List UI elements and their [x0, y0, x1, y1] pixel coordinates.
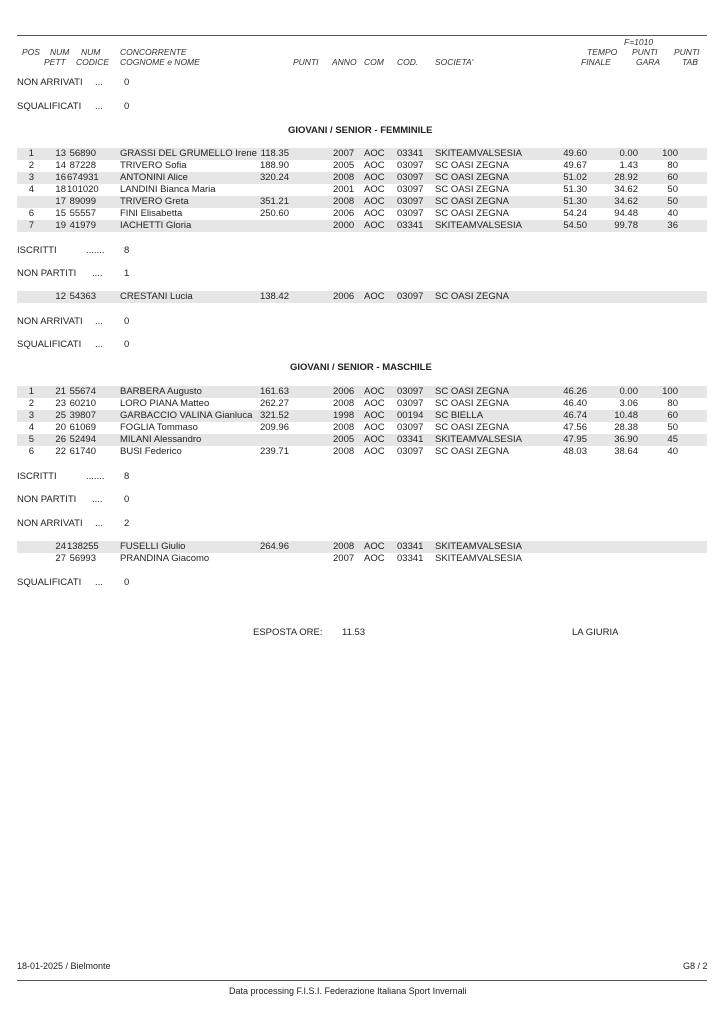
- cell-punti: 138.42: [259, 291, 289, 302]
- cell-code: 87228: [69, 160, 96, 171]
- table-row: [17, 160, 707, 172]
- cell-soc: SC OASI ZEGNA: [435, 386, 509, 397]
- header-top-rule: [17, 35, 707, 36]
- cell-cod: 03341: [397, 220, 424, 231]
- cell-gara: 1.43: [619, 160, 638, 171]
- cell-pos: 4: [28, 422, 34, 433]
- cell-com: AOC: [364, 553, 385, 564]
- cell-tab: 40: [667, 446, 678, 457]
- cell-tab: 80: [667, 398, 678, 409]
- cell-name: LORO PIANA Matteo: [120, 398, 210, 409]
- cell-anno: 2001: [333, 184, 355, 195]
- cell-com: AOC: [364, 184, 385, 195]
- cell-com: AOC: [364, 434, 385, 445]
- cell-punti: 188.90: [259, 160, 289, 171]
- col-gara-1: PUNTI: [632, 47, 658, 57]
- cell-com: AOC: [364, 446, 385, 457]
- cell-soc: SC BIELLA: [435, 410, 484, 421]
- cell-soc: SKITEAMVALSESIA: [435, 553, 522, 564]
- stat-dots: ...: [95, 339, 103, 350]
- cell-tab: 100: [662, 386, 678, 397]
- col-anno: ANNO: [332, 57, 357, 67]
- cell-anno: 2008: [333, 196, 355, 207]
- cell-punti: 209.96: [259, 422, 289, 433]
- cell-name: PRANDINA Giacomo: [120, 553, 210, 564]
- cell-punti: 239.71: [259, 446, 289, 457]
- stat-label: ISCRITTI: [17, 245, 57, 256]
- cell-tempo: 51.02: [563, 172, 587, 183]
- cell-code: 56993: [69, 553, 96, 564]
- cell-anno: 1998: [333, 410, 355, 421]
- cell-gara: 94.48: [614, 208, 638, 219]
- cell-com: AOC: [364, 160, 385, 171]
- stat-label: SQUALIFICATI: [17, 101, 82, 112]
- cell-cod: 03097: [397, 208, 424, 219]
- cell-tab: 60: [667, 172, 678, 183]
- cell-pos: 5: [28, 434, 34, 445]
- cell-tempo: 51.30: [563, 184, 587, 195]
- cell-code: 89099: [69, 196, 96, 207]
- stat-value: 1: [124, 268, 130, 279]
- cell-anno: 2006: [333, 208, 355, 219]
- cell-pett: 24: [55, 541, 66, 552]
- col-tempo-2: FINALE: [581, 57, 611, 67]
- esposta-time: 11.53: [342, 627, 366, 638]
- cell-tempo: 47.56: [563, 422, 587, 433]
- cell-cod: 03097: [397, 172, 424, 183]
- cell-cod: 03097: [397, 160, 424, 171]
- section-title-maschile: GIOVANI / SENIOR - MASCHILE: [290, 362, 432, 373]
- cell-anno: 2007: [333, 553, 355, 564]
- stat-value: 0: [124, 101, 130, 112]
- cell-anno: 2007: [333, 148, 355, 159]
- stat-value: 0: [124, 316, 130, 327]
- cell-gara: 3.06: [619, 398, 638, 409]
- cell-soc: SKITEAMVALSESIA: [435, 434, 522, 445]
- cell-cod: 03097: [397, 196, 424, 207]
- stat-label: NON ARRIVATI: [17, 518, 83, 529]
- cell-punti: 264.96: [259, 541, 289, 552]
- cell-pett: 21: [55, 386, 66, 397]
- cell-pos: 3: [28, 172, 34, 183]
- cell-tempo: 51.30: [563, 196, 587, 207]
- cell-tab: 80: [667, 160, 678, 171]
- cell-gara: 34.62: [614, 196, 638, 207]
- cell-cod: 03097: [397, 446, 424, 457]
- footer-credit: Data processing F.I.S.I. Federazione Italiana Sport Invernali: [229, 986, 467, 996]
- stat-value: 0: [124, 77, 130, 88]
- cell-tempo: 48.03: [563, 446, 587, 457]
- cell-anno: 2008: [333, 446, 355, 457]
- cell-name: GARBACCIO VALINA Gianluca: [120, 410, 253, 421]
- col-pos: POS: [22, 47, 40, 57]
- cell-tempo: 46.26: [563, 386, 587, 397]
- table-row: [17, 196, 707, 208]
- stat-value: 2: [124, 518, 130, 529]
- cell-punti: 250.60: [259, 208, 289, 219]
- cell-punti: 262.27: [259, 398, 289, 409]
- col-concorrente-2: COGNOME e NOME: [120, 57, 200, 67]
- cell-pett: 20: [55, 422, 66, 433]
- cell-pos: 3: [28, 410, 34, 421]
- stat-label: SQUALIFICATI: [17, 577, 82, 588]
- cell-soc: SKITEAMVALSESIA: [435, 220, 522, 231]
- cell-anno: 2005: [333, 434, 355, 445]
- cell-tab: 50: [667, 196, 678, 207]
- cell-pett: 17: [55, 196, 66, 207]
- cell-com: AOC: [364, 172, 385, 183]
- stat-value: 0: [124, 339, 130, 350]
- cell-pos: 6: [28, 446, 34, 457]
- cell-com: AOC: [364, 148, 385, 159]
- cell-gara: 38.64: [614, 446, 638, 457]
- cell-name: CRESTANI Lucia: [120, 291, 193, 302]
- table-row: [17, 208, 707, 220]
- stat-dots: ...: [95, 518, 103, 529]
- table-row: [17, 541, 707, 553]
- cell-anno: 2000: [333, 220, 355, 231]
- cell-code: 674931: [67, 172, 99, 183]
- cell-soc: SC OASI ZEGNA: [435, 422, 509, 433]
- table-row: [17, 446, 707, 458]
- cell-tempo: 47.95: [563, 434, 587, 445]
- cell-tempo: 49.60: [563, 148, 587, 159]
- cell-name: TRIVERO Sofia: [120, 160, 187, 171]
- cell-com: AOC: [364, 386, 385, 397]
- cell-gara: 10.48: [614, 410, 638, 421]
- stat-dots: .......: [86, 471, 105, 482]
- cell-code: 61740: [69, 446, 96, 457]
- cell-punti: 320.24: [259, 172, 289, 183]
- cell-code: 138255: [67, 541, 99, 552]
- cell-tab: 60: [667, 410, 678, 421]
- cell-punti: 351.21: [259, 196, 289, 207]
- cell-soc: SC OASI ZEGNA: [435, 446, 509, 457]
- cell-code: 55557: [69, 208, 96, 219]
- col-punti: PUNTI: [293, 57, 319, 67]
- cell-soc: SC OASI ZEGNA: [435, 172, 509, 183]
- cell-pos: 7: [28, 220, 34, 231]
- table-row: [17, 148, 707, 160]
- cell-name: FOGLIA Tommaso: [120, 422, 198, 433]
- stat-value: 0: [124, 577, 130, 588]
- cell-com: AOC: [364, 410, 385, 421]
- cell-tab: 36: [667, 220, 678, 231]
- cell-anno: 2006: [333, 291, 355, 302]
- footer-date-place: 18-01-2025 / Bielmonte: [17, 961, 111, 971]
- cell-anno: 2006: [333, 386, 355, 397]
- stat-label: NON ARRIVATI: [17, 316, 83, 327]
- col-pett-2: PETT: [44, 57, 66, 67]
- section-title-femminile: GIOVANI / SENIOR - FEMMINILE: [288, 125, 433, 136]
- cell-name: ANTONINI Alice: [120, 172, 188, 183]
- col-pett-1: NUM: [50, 47, 70, 57]
- cell-anno: 2008: [333, 398, 355, 409]
- col-cod: COD.: [397, 57, 419, 67]
- cell-pett: 19: [55, 220, 66, 231]
- cell-name: FUSELLI Giulio: [120, 541, 186, 552]
- cell-punti: 161.63: [259, 386, 289, 397]
- cell-pett: 26: [55, 434, 66, 445]
- cell-gara: 0.00: [619, 148, 638, 159]
- col-codice-2: CODICE: [76, 57, 110, 67]
- cell-tempo: 49.67: [563, 160, 587, 171]
- table-row: [17, 386, 707, 398]
- cell-cod: 03341: [397, 434, 424, 445]
- cell-anno: 2008: [333, 541, 355, 552]
- cell-anno: 2008: [333, 422, 355, 433]
- stat-label: NON PARTITI: [17, 494, 77, 505]
- cell-tempo: 46.40: [563, 398, 587, 409]
- stat-dots: ....: [92, 268, 103, 279]
- cell-pos: 2: [28, 160, 34, 171]
- stat-label: NON ARRIVATI: [17, 77, 83, 88]
- table-row: [17, 184, 707, 196]
- cell-anno: 2005: [333, 160, 355, 171]
- cell-com: AOC: [364, 422, 385, 433]
- cell-com: AOC: [364, 541, 385, 552]
- cell-code: 55674: [69, 386, 96, 397]
- col-tempo-1: TEMPO: [587, 47, 618, 57]
- cell-name: TRIVERO Greta: [120, 196, 189, 207]
- esposta-label: ESPOSTA ORE:: [253, 627, 323, 638]
- cell-punti: 118.35: [260, 148, 289, 159]
- cell-cod: 03341: [397, 553, 424, 564]
- cell-soc: SC OASI ZEGNA: [435, 196, 509, 207]
- stat-label: NON PARTITI: [17, 268, 77, 279]
- cell-soc: SKITEAMVALSESIA: [435, 148, 522, 159]
- cell-punti: 321.52: [259, 410, 289, 421]
- cell-pos: 1: [28, 148, 34, 159]
- cell-pos: 2: [28, 398, 34, 409]
- cell-pett: 15: [55, 208, 66, 219]
- cell-cod: 03097: [397, 184, 424, 195]
- giuria-label: LA GIURIA: [572, 627, 619, 638]
- cell-com: AOC: [364, 208, 385, 219]
- stat-label: SQUALIFICATI: [17, 339, 82, 350]
- col-codice-1: NUM: [81, 47, 101, 57]
- table-row: [17, 398, 707, 410]
- cell-pett: 27: [55, 553, 66, 564]
- stat-value: 0: [124, 494, 130, 505]
- cell-tab: 50: [667, 184, 678, 195]
- cell-pett: 12: [55, 291, 66, 302]
- cell-cod: 03097: [397, 398, 424, 409]
- cell-pett: 23: [55, 398, 66, 409]
- footer-page-number: G8 / 2: [683, 961, 708, 971]
- cell-tab: 100: [662, 148, 678, 159]
- stat-dots: ....: [92, 494, 103, 505]
- cell-pett: 16: [55, 172, 66, 183]
- cell-soc: SC OASI ZEGNA: [435, 291, 509, 302]
- col-tab-1: PUNTI: [674, 47, 700, 57]
- col-gara-2: GARA: [636, 57, 661, 67]
- cell-name: FINI Elisabetta: [120, 208, 183, 219]
- cell-code: 60210: [69, 398, 96, 409]
- table-row: [17, 553, 707, 565]
- stat-value: 8: [124, 471, 130, 482]
- cell-cod: 03097: [397, 386, 424, 397]
- cell-name: LANDINI Bianca Maria: [120, 184, 216, 195]
- cell-pos: 1: [28, 386, 34, 397]
- stat-dots: ...: [95, 101, 103, 112]
- cell-code: 41979: [69, 220, 96, 231]
- formula-label: F=1010: [624, 37, 654, 47]
- cell-code: 52494: [69, 434, 96, 445]
- col-tab-2: TAB: [682, 57, 698, 67]
- cell-name: GRASSI DEL GRUMELLO Irene: [120, 148, 257, 159]
- cell-gara: 28.38: [614, 422, 638, 433]
- table-row: [17, 172, 707, 184]
- cell-gara: 28.92: [614, 172, 638, 183]
- stat-dots: ...: [95, 77, 103, 88]
- cell-tempo: 54.24: [563, 208, 587, 219]
- cell-tab: 45: [667, 434, 678, 445]
- cell-com: AOC: [364, 220, 385, 231]
- cell-tab: 40: [667, 208, 678, 219]
- stat-dots: ...: [95, 577, 103, 588]
- cell-gara: 36.90: [614, 434, 638, 445]
- cell-soc: SC OASI ZEGNA: [435, 160, 509, 171]
- cell-soc: SC OASI ZEGNA: [435, 398, 509, 409]
- cell-pett: 22: [55, 446, 66, 457]
- cell-cod: 03341: [397, 541, 424, 552]
- cell-soc: SKITEAMVALSESIA: [435, 541, 522, 552]
- cell-pett: 25: [55, 410, 66, 421]
- cell-name: BUSI Federico: [120, 446, 182, 457]
- cell-code: 61069: [69, 422, 96, 433]
- cell-gara: 34.62: [614, 184, 638, 195]
- cell-gara: 0.00: [619, 386, 638, 397]
- cell-name: IACHETTI Gloria: [120, 220, 192, 231]
- cell-pett: 13: [55, 148, 66, 159]
- cell-cod: 03097: [397, 422, 424, 433]
- table-row: [17, 410, 707, 422]
- cell-code: 39807: [69, 410, 96, 421]
- table-row: [17, 220, 707, 232]
- table-row: [17, 434, 707, 446]
- cell-gara: 99.78: [614, 220, 638, 231]
- cell-cod: 03097: [397, 291, 424, 302]
- cell-cod: 03341: [397, 148, 424, 159]
- cell-pos: 4: [28, 184, 34, 195]
- cell-com: AOC: [364, 196, 385, 207]
- cell-pett: 14: [55, 160, 66, 171]
- cell-pett: 18: [55, 184, 66, 195]
- stat-value: 8: [124, 245, 130, 256]
- cell-code: 54363: [69, 291, 96, 302]
- col-concorrente-1: CONCORRENTE: [120, 47, 187, 57]
- table-row: [17, 291, 707, 303]
- cell-pos: 6: [28, 208, 34, 219]
- cell-tab: 50: [667, 422, 678, 433]
- cell-soc: SC OASI ZEGNA: [435, 208, 509, 219]
- footer-rule: [17, 980, 707, 981]
- stat-dots: .......: [86, 245, 105, 256]
- cell-anno: 2008: [333, 172, 355, 183]
- cell-soc: SC OASI ZEGNA: [435, 184, 509, 195]
- cell-code: 101020: [67, 184, 99, 195]
- table-row: [17, 422, 707, 434]
- stat-dots: ...: [95, 316, 103, 327]
- cell-name: BARBERA Augusto: [120, 386, 202, 397]
- cell-tempo: 46.74: [563, 410, 587, 421]
- stat-label: ISCRITTI: [17, 471, 57, 482]
- cell-name: MILANI Alessandro: [120, 434, 202, 445]
- cell-com: AOC: [364, 291, 385, 302]
- cell-cod: 00194: [397, 410, 424, 421]
- col-com: COM: [364, 57, 384, 67]
- cell-code: 56890: [69, 148, 96, 159]
- col-societa: SOCIETA': [435, 57, 474, 67]
- cell-tempo: 54.50: [563, 220, 587, 231]
- cell-com: AOC: [364, 398, 385, 409]
